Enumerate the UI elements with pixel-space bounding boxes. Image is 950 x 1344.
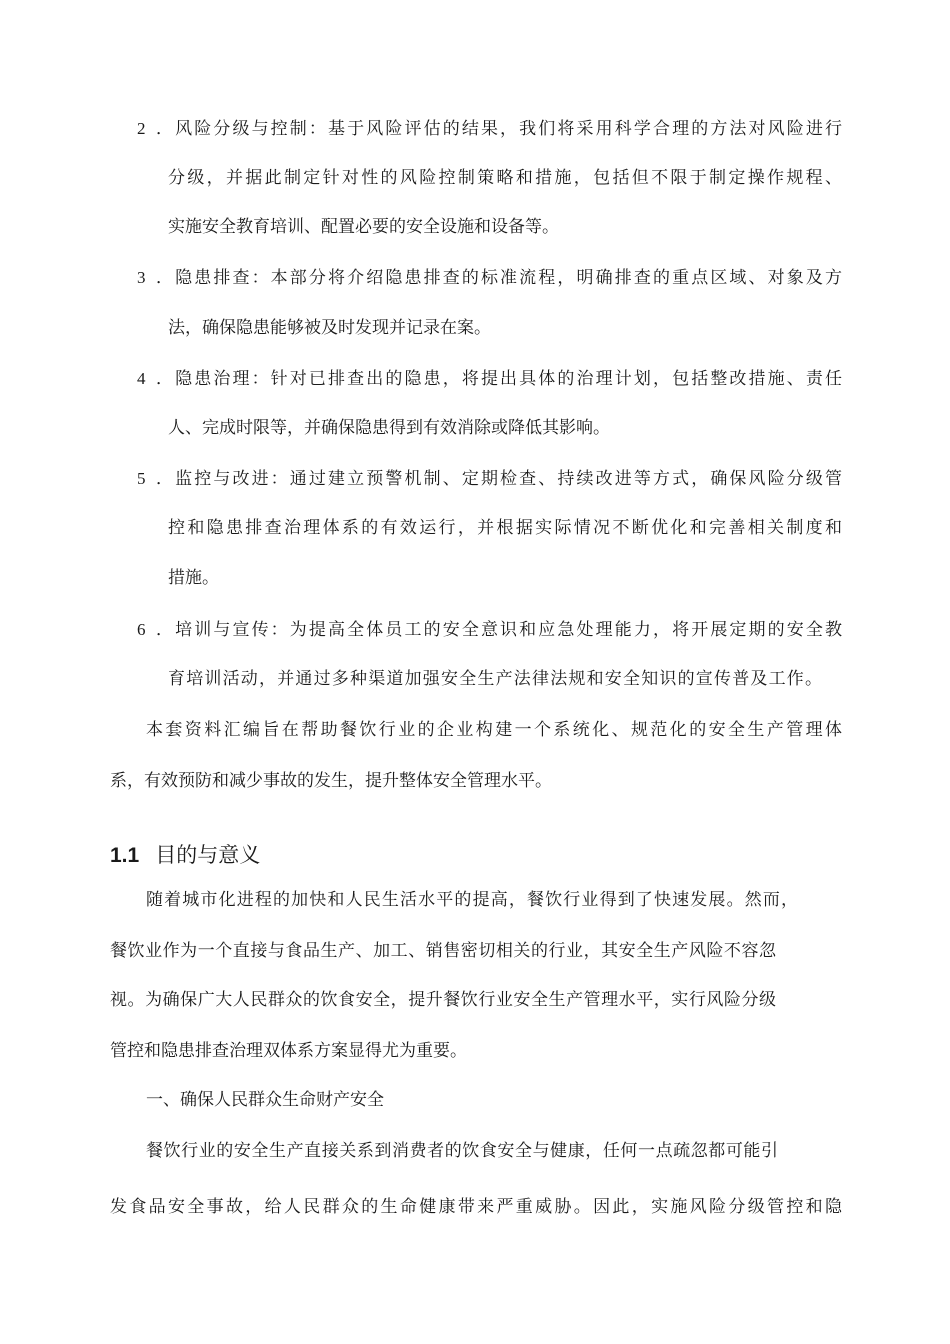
list-item-line: 分级，并据此制定针对性的风险控制策略和措施，包括但不限于制定操作规程、: [168, 168, 842, 188]
body-line: 发食品安全事故，给人民群众的生命健康带来严重威胁。因此，实施风险分级管控和隐: [110, 1197, 842, 1217]
intro-line: 餐饮业作为一个直接与食品生产、加工、销售密切相关的行业，其安全生产风险不容忽: [110, 941, 776, 961]
list-item-line: 法，确保隐患能够被及时发现并记录在案。: [168, 318, 491, 338]
list-number: 6: [137, 620, 146, 639]
list-item-line: ．风险分级与控制：基于风险评估的结果，我们将采用科学合理的方法对风险进行: [156, 119, 842, 139]
body-line: 餐饮行业的安全生产直接关系到消费者的饮食安全与健康，任何一点疏忽都可能引: [146, 1141, 778, 1161]
list-item-line: ．隐患治理：针对已排查出的隐患，将提出具体的治理计划，包括整改措施、责任: [156, 369, 842, 389]
section-title: 目的与意义: [155, 843, 261, 867]
list-item-line: 人、完成时限等，并确保隐患得到有效消除或降低其影响。: [168, 418, 610, 438]
subheading: 一、确保人民群众生命财产安全: [146, 1090, 384, 1110]
list-item-line: ．隐患排查：本部分将介绍隐患排查的标准流程，明确排查的重点区域、对象及方: [156, 268, 842, 288]
intro-line: 管控和隐患排查治理双体系方案显得尤为重要。: [110, 1041, 467, 1061]
list-item-line: ．监控与改进：通过建立预警机制、定期检查、持续改进等方式，确保风险分级管: [156, 469, 842, 489]
section-heading: [110, 841, 260, 870]
summary-line: 系，有效预防和减少事故的发生，提升整体安全管理水平。: [110, 771, 552, 791]
list-number: 4: [137, 369, 146, 388]
list-item-line: 实施安全教育培训、配置必要的安全设施和设备等。: [168, 217, 559, 237]
list-item-line: ．培训与宣传：为提高全体员工的安全意识和应急处理能力，将开展定期的安全教: [156, 620, 842, 640]
list-item-line: 措施。: [168, 568, 219, 588]
list-number: 2: [137, 119, 146, 138]
list-number: 3: [137, 268, 146, 287]
intro-line: 随着城市化进程的加快和人民生活水平的提高，餐饮行业得到了快速发展。然而，: [146, 890, 798, 910]
summary-line: 本套资料汇编旨在帮助餐饮行业的企业构建一个系统化、规范化的安全生产管理体: [146, 720, 842, 740]
list-item-line: 育培训活动，并通过多种渠道加强安全生产法律法规和安全知识的宣传普及工作。: [168, 669, 822, 689]
intro-line: 视。为确保广大人民群众的饮食安全，提升餐饮行业安全生产管理水平，实行风险分级: [110, 990, 776, 1010]
list-number: 5: [137, 469, 146, 488]
section-number: 1.1: [110, 844, 140, 867]
list-item-line: 控和隐患排查治理体系的有效运行，并根据实际情况不断优化和完善相关制度和: [168, 518, 842, 538]
